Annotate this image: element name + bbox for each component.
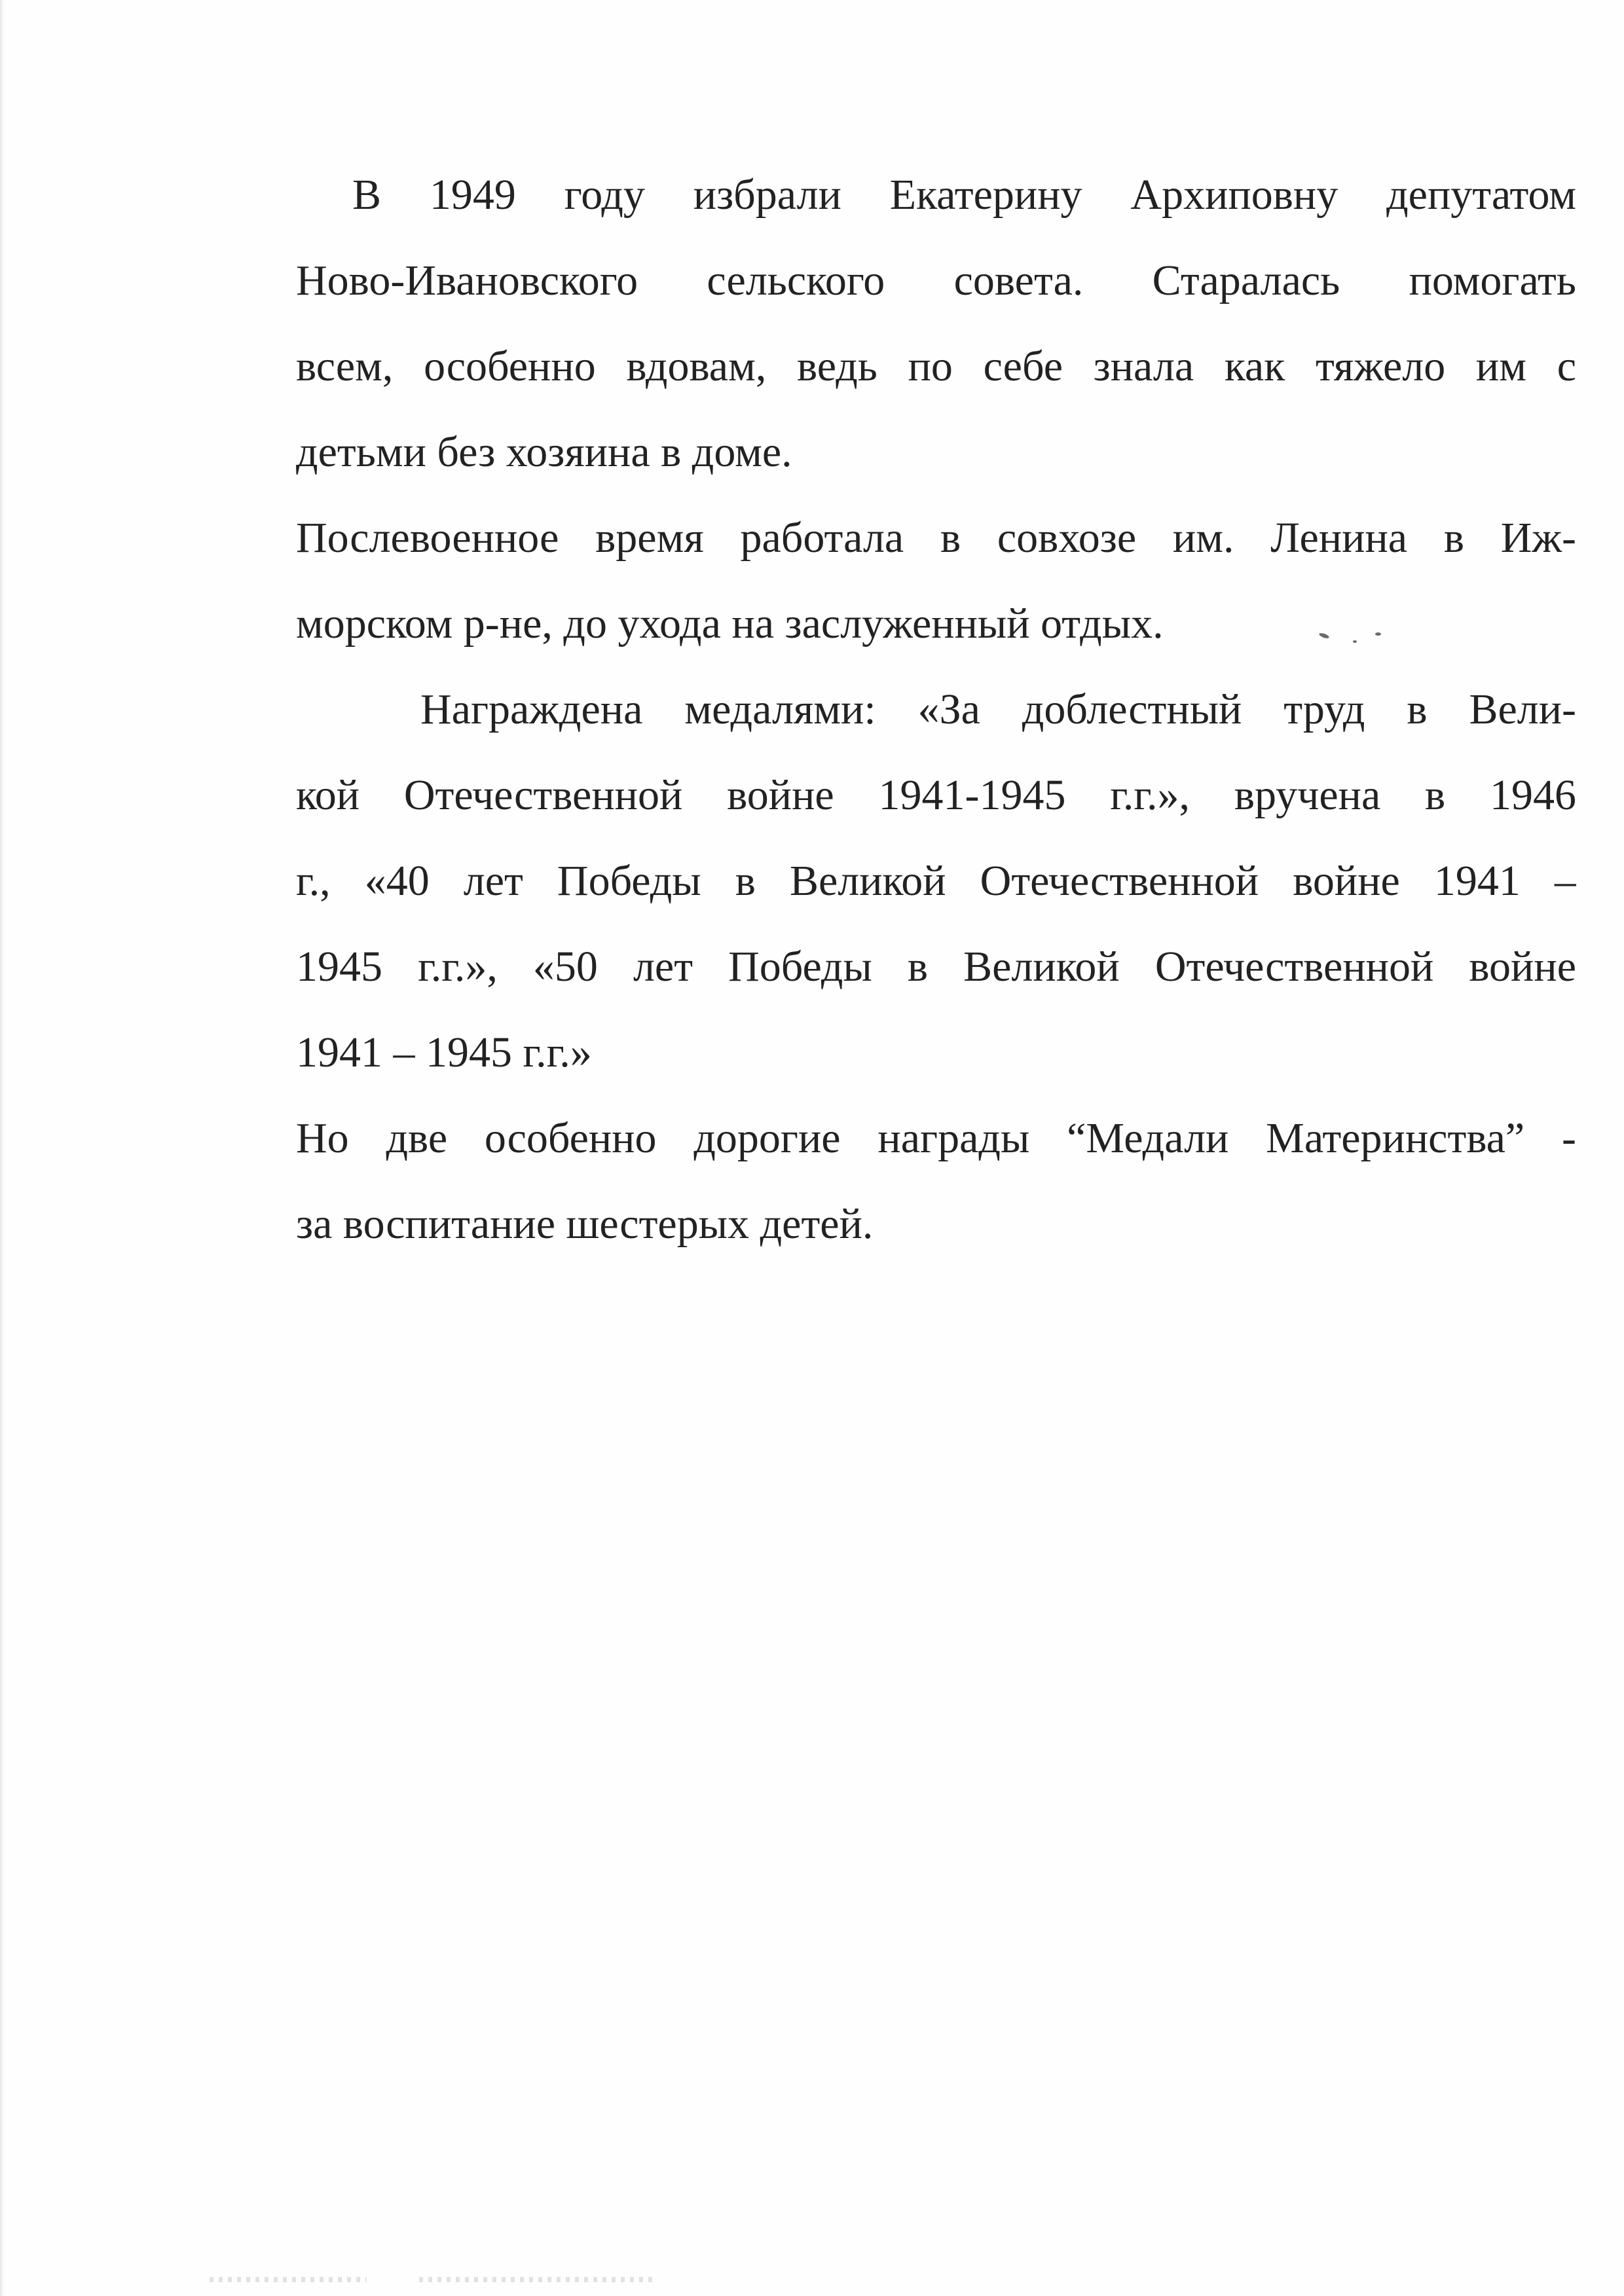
text-line: Но две особенно дорогие награды “Медали Материнства” -	[296, 1114, 1576, 1162]
scan-noise	[419, 2277, 655, 2282]
text-line: детьми без хозяина в доме.	[296, 428, 792, 476]
text-line: Ново-Ивановского сельского совета. Старалась помогать	[296, 257, 1576, 304]
text-line: Послевоенное время работала в совхозе им. Ленина в Иж-	[296, 514, 1576, 562]
text-line: морском р-не, до ухода на заслуженный отдых.	[296, 600, 1164, 647]
text-line: В 1949 году избрали Екатерину Архиповну депутатом	[352, 171, 1576, 219]
text-line: Награждена медалями: «За доблестный труд в Вели-	[420, 685, 1576, 733]
scan-noise	[210, 2277, 367, 2282]
text-line: 1945 г.г.», «50 лет Победы в Великой Отечественной войне	[296, 943, 1576, 991]
text-line: всем, особенно вдовам, ведь по себе знала как тяжело им с	[296, 342, 1576, 390]
scan-speck	[1353, 640, 1357, 643]
text-line: 1941 – 1945 г.г.»	[296, 1029, 592, 1076]
scan-speck	[1375, 632, 1381, 636]
text-line: кой Отечественной войне 1941-1945 г.г.», вручена в 1946	[296, 771, 1576, 819]
text-line: за воспитание шестерых детей.	[296, 1200, 874, 1248]
document-body	[296, 152, 1576, 1267]
scan-edge	[0, 0, 4, 2296]
text-line: г., «40 лет Победы в Великой Отечественной войне 1941 –	[296, 857, 1576, 905]
